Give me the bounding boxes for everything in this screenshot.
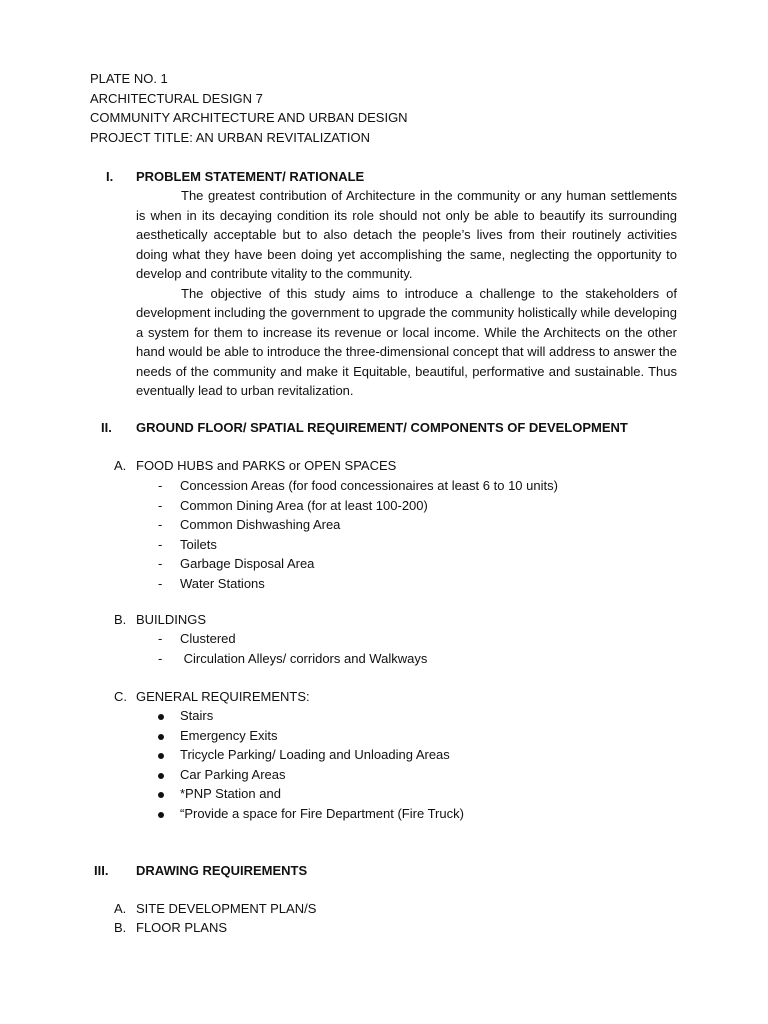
rationale-paragraph-2: The objective of this study aims to introduce a challenge to the stakeholders of development including the government to upgrade the community holistically while developing a system for them to increase its revenue or local income. While the Architects on the other hand would be able to introduce the three-dimensional concept that will address to answer the needs of the community and make it Equitable, beautiful, performative and sustainable. Thus eventually lead to urban revitalization. — [136, 285, 677, 398]
section-2-title: GROUND FLOOR/ SPATIAL REQUIREMENT/ COMPONENTS OF DEVELOPMENT — [136, 420, 628, 435]
dash-marker: - — [158, 631, 163, 646]
subsection-3b — [114, 918, 227, 938]
document-header — [90, 69, 408, 147]
subsection-title: FOOD HUBS and PARKS or OPEN SPACES — [136, 458, 397, 473]
dash-marker: - — [158, 497, 163, 513]
bullet-marker — [158, 734, 164, 740]
subsection-letter: B. — [114, 612, 127, 627]
bullet-marker — [158, 792, 164, 798]
subsection-2c — [114, 687, 310, 707]
subsection-title: BUILDINGS — [136, 612, 207, 627]
subsection-title: SITE DEVELOPMENT PLAN/S — [136, 901, 317, 916]
subsection-3a — [114, 899, 316, 919]
dash-marker: - — [158, 556, 163, 571]
bullet-marker — [158, 714, 164, 720]
document-page: PLATE NO. 1 ARCHITECTURAL DESIGN 7 COMMUNITY ARCHITECTURE AND URBAN DESIGN PROJECT TITLE: AN URBAN REVITALIZATION I. PROBLEM STATEMENT/ RATIONALE The greatest contribution of Architecture in the community or any human settlements is when in its decaying condition its role should not only be able to beautify its surrounding aesthetically acceptable but to also detach the people’s lives from their routinely activities doing what they have been doing yet accomplishing the same, neglecting the opportunity to develop and contribute vitality to the community. The objective of this study aims to introduce a challenge to the stakeholders of development including the government to upgrade the community holistically while developing a system for them to increase its revenue or local income. While the Architects on the other hand would be able to introduce the three-dimensional concept that will address to answer the needs of the community and make it Equitable, beautiful, performative and sustainable. Thus eventually lead to urban revitalization. II. GROUND FLOOR/ SPATIAL REQUIREMENT/ COMPONENTS OF DEVELOPMENT A. FOOD HUBS and PARKS or OPEN SPACES - Concession Areas (for food concessionaires at least 6 to 10 units) - Common Dining Area (for at least 100-200) - Common Dishwashing Area - Toilets - Garbage Disposal Area - Water Stations B. BUILDINGS - Clustered - Circulation Alleys/ corridors and Walkways C. GENERAL REQUIREMENTS: Stairs Emergency Exits Tricycle Parking/ Loading and Unloading Areas Car Parking Areas *PNP Station and “Provide a space for Fire Department (Fire Truck) III. DRAWING REQUIREMENTS A. SITE DEVELOPMENT PLAN/S B. FLOOR PLANS — [0, 0, 768, 1024]
dash-marker: - — [158, 517, 163, 532]
section-2-number: II. — [101, 420, 112, 435]
subsection-letter: B. — [114, 920, 127, 935]
section-1-title: PROBLEM STATEMENT/ RATIONALE — [136, 169, 365, 184]
subsection-letter: C. — [114, 689, 127, 704]
subsection-letter: A. — [114, 901, 127, 916]
bullet-marker — [158, 753, 164, 759]
section-3-number: III. — [94, 863, 109, 878]
course-title: ARCHITECTURAL DESIGN 7 — [90, 90, 263, 106]
bullet-marker — [158, 812, 164, 818]
bullet-marker — [158, 773, 164, 779]
dash-marker: - — [158, 575, 163, 591]
subsection-2b — [114, 610, 206, 630]
subsection-title: FLOOR PLANS — [136, 920, 228, 935]
plate-number: PLATE NO. 1 — [90, 71, 168, 86]
rationale-paragraph-1: The greatest contribution of Architecture in the community or any human settlements is when in its decaying condition its role should not only be able to beautify its surrounding aesthetically acceptable but to also detach the people’s lives from their routinely activities doing what they have been doing yet accomplishing the same, neglecting the opportunity to develop and contribute vitality to the community. — [136, 188, 677, 281]
dash-marker: - — [158, 650, 163, 666]
subsection-2a — [114, 456, 396, 476]
project-title: PROJECT TITLE: AN URBAN REVITALIZATION — [90, 129, 371, 145]
subsection-letter: A. — [114, 458, 127, 473]
section-1-body — [136, 186, 677, 401]
subject-title: COMMUNITY ARCHITECTURE AND URBAN DESIGN — [90, 110, 408, 125]
section-3-title: DRAWING REQUIREMENTS — [136, 863, 308, 878]
section-1-number: I. — [106, 169, 114, 184]
dash-marker: - — [158, 478, 163, 493]
subsection-title: GENERAL REQUIREMENTS: — [136, 689, 310, 704]
dash-marker: - — [158, 536, 163, 552]
